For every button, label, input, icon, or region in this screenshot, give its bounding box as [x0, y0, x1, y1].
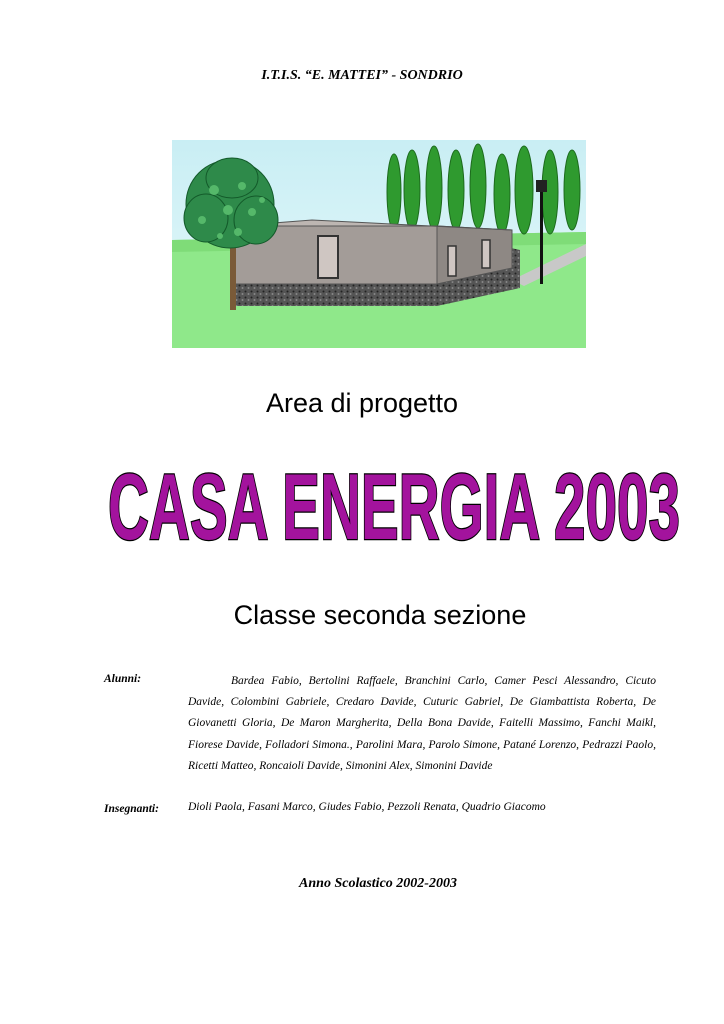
house-illustration [172, 140, 586, 348]
students-label: Alunni: [104, 673, 142, 685]
main-title-text: CASA ENERGIA 2003 [108, 454, 680, 551]
main-title [104, 451, 684, 551]
students-list: Bardea Fabio, Bertolini Raffaele, Branchini Carlo, Camer Pesci Alessandro, Cicuto Davide, Colombini Gabriele, Credaro Davide, Cuturic Gabriel, De Giambattista Roberta, De Giovanetti Gloria, De Maron Margherita, Della Bona Davide, Faitelli Massimo, Fanchi Maikl, Fiorese Davide, Folladori Simona., Parolini Mara, Parolo Simone, Patané Lorenzo, Pedrazzi Paolo, Ricetti Matteo, Roncaioli Davide, Simonini Alex, Simonini Davide [188, 675, 656, 772]
area-title: Area di progetto [265, 388, 459, 418]
school-year: Anno Scolastico 2002-2003 [299, 876, 457, 891]
class-title: Classe seconda sezione [233, 600, 527, 630]
school-header: I.T.I.S. “E. MATTEI” - SONDRIO [261, 68, 463, 83]
teachers-label: Insegnanti: [104, 803, 159, 815]
teachers-list: Dioli Paola, Fasani Marco, Giudes Fabio, Pezzoli Renata, Quadrio Giacomo [188, 801, 546, 813]
